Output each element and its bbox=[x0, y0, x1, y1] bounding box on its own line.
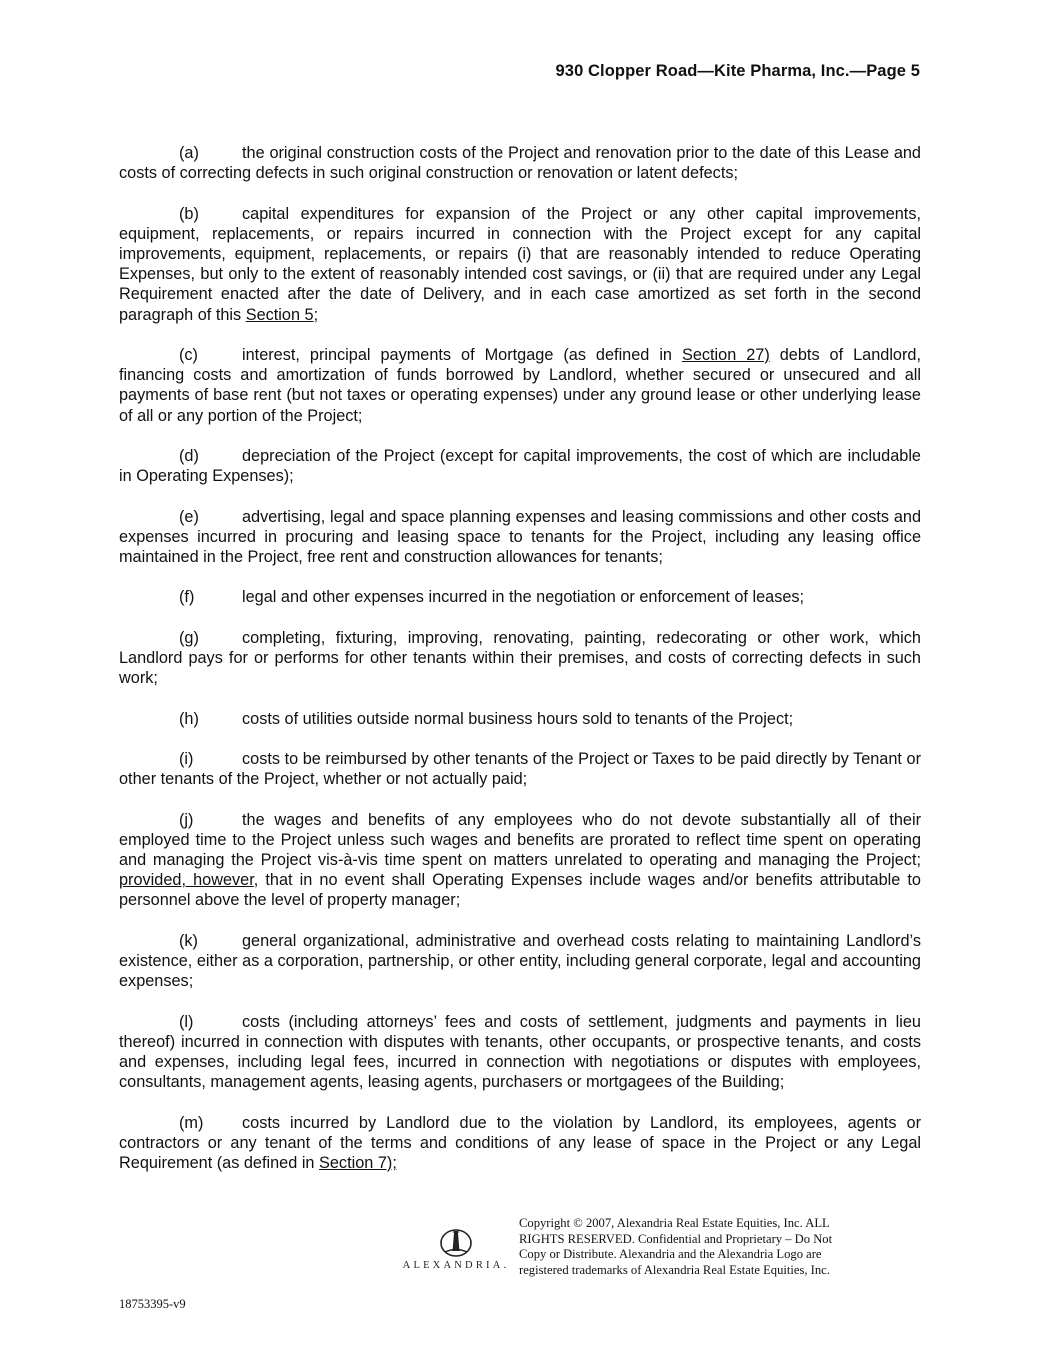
clause-c bbox=[119, 345, 921, 426]
clause-label: (f) bbox=[179, 588, 195, 607]
clause-label: (m) bbox=[179, 1113, 204, 1132]
copyright-line: Copyright © 2007, Alexandria Real Estate Equities, Inc. ALL bbox=[519, 1216, 830, 1230]
copyright-line: Copy or Distribute. Alexandria and the Alexandria Logo are bbox=[519, 1247, 822, 1261]
clause-label: (l) bbox=[179, 1012, 194, 1031]
copyright-line: registered trademarks of Alexandria Real Estate Equities, Inc. bbox=[519, 1262, 830, 1277]
defined-term-provided-however: provided, however bbox=[119, 871, 254, 890]
clause-l bbox=[119, 1012, 921, 1093]
lease-body bbox=[119, 143, 921, 1193]
clause-text: the wages and benefits of any employees who do not devote substantially all of their employed time to the Project unless such wages and benefits are prorated to reflect time spent on operating and managing the Project vis-à-vis time spent on matters unrelated to operating and managing the Project; bbox=[119, 810, 921, 869]
clause-text: advertising, legal and space planning expenses and leasing commissions and other costs and expenses incurred in procuring and leasing space to tenants for the Project, including any leasing office maintained in the Project, free rent and construction allowances for tenants; bbox=[119, 507, 921, 566]
clause-label: (b) bbox=[179, 204, 199, 223]
clause-f bbox=[119, 587, 921, 607]
clause-text-tail: , that in no event shall Operating Expenses include wages and/or benefits attributable to personnel above the level of property manager; bbox=[119, 871, 921, 910]
clause-k bbox=[119, 931, 921, 992]
clause-m bbox=[119, 1113, 921, 1174]
document-id: 18753395-v9 bbox=[119, 1297, 186, 1311]
clause-text: depreciation of the Project (except for capital improvements, the cost of which are includable in Operating Expenses); bbox=[119, 447, 921, 486]
clause-label: (k) bbox=[179, 931, 198, 950]
clause-text: legal and other expenses incurred in the negotiation or enforcement of leases; bbox=[242, 588, 805, 607]
page-header: 930 Clopper Road—Kite Pharma, Inc.—Page 5 bbox=[555, 62, 920, 80]
copyright-notice bbox=[519, 1216, 879, 1278]
alexandria-lighthouse-icon bbox=[439, 1228, 473, 1258]
copyright-line: RIGHTS RESERVED. Confidential and Proprietary – Do Not bbox=[519, 1231, 833, 1246]
section-reference: Section 7); bbox=[319, 1153, 397, 1172]
clause-label: (a) bbox=[179, 144, 199, 162]
section-reference: Section 27) bbox=[681, 346, 770, 364]
clause-text: interest, principal payments of Mortgage (as defined in bbox=[242, 346, 682, 364]
clause-label: (c) bbox=[179, 346, 198, 364]
alexandria-logo bbox=[400, 1228, 512, 1271]
clause-text: general organizational, administrative and overhead costs relating to maintaining Landlord’s existence, either as a corporation, partnership, or other entity, including general corporate, legal and accounting expenses; bbox=[119, 931, 921, 991]
clause-text: capital expenditures for expansion of the Project or any other capital improvements, equipment, replacements, or repairs incurred in connection with the Project except for any capital improvements, equipment, replacements, or repairs (i) that are reasonably intended to reduce Operating Expenses, but only to the extent of reasonably intended cost savings, or (ii) that are required under any Legal Requirement enacted after the date of Delivery, and in each case amortized as set forth in the second paragraph of this bbox=[119, 204, 921, 324]
clause-b bbox=[119, 204, 921, 325]
clause-text: the original construction costs of the Project and renovation prior to the date of this Lease and costs of correcting defects in such original construction or renovation or latent defects; bbox=[119, 144, 921, 183]
clause-text: completing, fixturing, improving, renovating, painting, redecorating or other work, which Landlord pays for or performs for other tenants within their premises, and costs of correcting defects in such work; bbox=[119, 628, 921, 688]
clause-text: costs to be reimbursed by other tenants of the Project or Taxes to be paid directly by Tenant or other tenants of the Project, whether or not actually paid; bbox=[119, 749, 921, 789]
clause-a bbox=[119, 143, 921, 183]
clause-label: (d) bbox=[179, 447, 199, 465]
section-reference: Section 5; bbox=[245, 305, 319, 324]
clause-label: (e) bbox=[179, 507, 199, 526]
clause-label: (i) bbox=[179, 749, 194, 768]
clause-i bbox=[119, 749, 921, 789]
clause-text: costs incurred by Landlord due to the violation by Landlord, its employees, agents or contractors or any tenant of the terms and conditions of any lease of space in the Project or any Legal Requirement (as defined in bbox=[119, 1113, 921, 1172]
logo-wordmark: ALEXANDRIA. bbox=[402, 1260, 510, 1271]
clause-text-tail: debts of Landlord, financing costs and amortization of funds borrowed by Landlord, whether secured or unsecured and all payments of base rent (but not taxes or operating expenses) under any ground lease or other underlying lease of all or any portion of the Project; bbox=[119, 346, 921, 425]
clause-j bbox=[119, 810, 921, 911]
clause-g bbox=[119, 628, 921, 689]
clause-h bbox=[119, 709, 921, 729]
clause-text: costs (including attorneys’ fees and costs of settlement, judgments and payments in lieu thereof) incurred in connection with disputes with tenants, other occupants, or prospective tenants, and costs and expenses, including legal fees, incurred in connection with negotiations or disputes with employees, consultants, management agents, leasing agents, purchasers or mortgagees of the Building; bbox=[119, 1012, 921, 1092]
clause-label: (j) bbox=[179, 810, 194, 829]
clause-label: (g) bbox=[179, 628, 199, 647]
clause-d bbox=[119, 446, 921, 486]
clause-text: costs of utilities outside normal business hours sold to tenants of the Project; bbox=[242, 709, 794, 728]
clause-e bbox=[119, 507, 921, 568]
clause-label: (h) bbox=[179, 709, 199, 728]
